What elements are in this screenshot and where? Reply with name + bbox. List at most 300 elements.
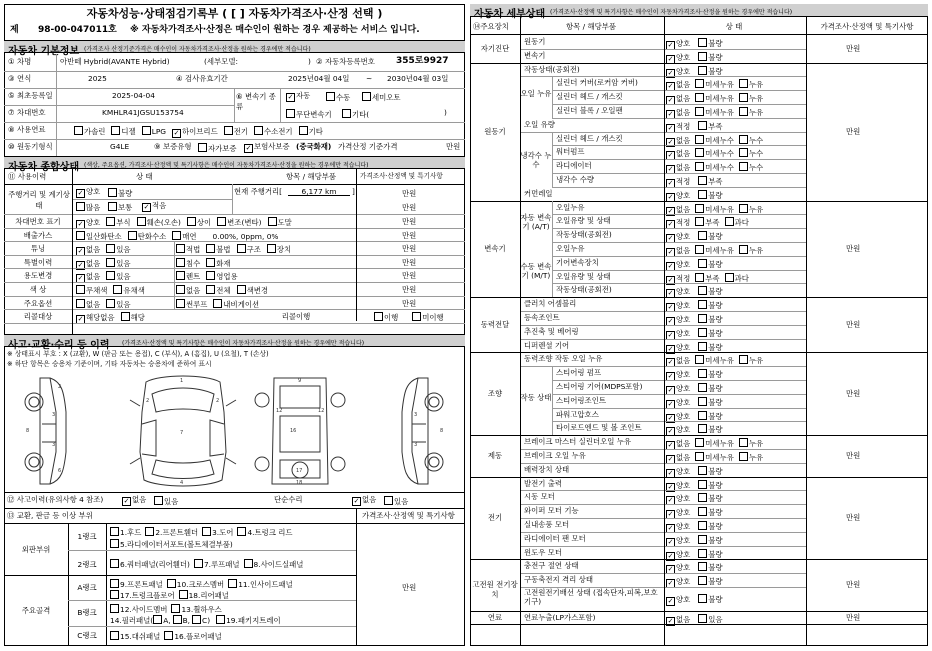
- detail-opt-4-1-0[interactable]: [666, 370, 690, 379]
- detail-opt-3-3-0[interactable]: [666, 343, 690, 352]
- use-change-opt-0-checkbox[interactable]: ✓: [77, 274, 84, 283]
- rankA-line2-1-checkbox[interactable]: [179, 590, 188, 599]
- detail-opt-4-4-1[interactable]: [698, 412, 722, 421]
- detail-opt-1-2-2-checkbox[interactable]: [739, 93, 748, 102]
- detail-opt-5-1-1-checkbox[interactable]: [695, 452, 704, 461]
- detail-opt-4-2-0-checkbox[interactable]: ✓: [667, 386, 674, 394]
- detail-opt-0-0-1[interactable]: [698, 39, 722, 48]
- vin-mark-opt-3[interactable]: [187, 218, 211, 227]
- mileage-ok-checkbox[interactable]: ✓: [77, 189, 84, 197]
- detail-opt-5-2-0[interactable]: [666, 467, 690, 476]
- rankB-package-tray[interactable]: [216, 616, 281, 625]
- detail-opt-6-3-0-checkbox[interactable]: ✓: [667, 524, 674, 532]
- detail-opt-4-2-0[interactable]: [666, 384, 690, 393]
- simple-repair-exists[interactable]: [384, 496, 408, 505]
- detail-opt-6-5-1-checkbox[interactable]: [698, 549, 707, 558]
- vin-mark-opt-4-checkbox[interactable]: [217, 217, 226, 226]
- detail-opt-3-3-0-checkbox[interactable]: ✓: [667, 344, 674, 353]
- detail-opt-3-1-1-checkbox[interactable]: [698, 314, 707, 323]
- detail-opt-5-1-2[interactable]: [739, 453, 763, 462]
- detail-opt-2-1-0-checkbox[interactable]: ✓: [667, 220, 674, 229]
- detail-opt-2-6-1-checkbox[interactable]: [698, 286, 707, 295]
- color-opt-1-checkbox[interactable]: [113, 285, 122, 294]
- rankB-line1-1-checkbox[interactable]: [171, 604, 180, 613]
- option-opt-1-checkbox[interactable]: [106, 299, 115, 308]
- detail-opt-1-1-0-checkbox[interactable]: ✓: [667, 82, 674, 91]
- detail-opt-2-5-1-checkbox[interactable]: [695, 273, 704, 282]
- mileage-few[interactable]: [142, 202, 166, 212]
- accident-none-checkbox[interactable]: ✓: [123, 497, 130, 505]
- rankC-line-1[interactable]: [164, 632, 221, 641]
- special-opt-1[interactable]: [106, 259, 130, 268]
- mileage-many[interactable]: [76, 202, 100, 211]
- detail-opt-1-3-2[interactable]: [739, 108, 763, 117]
- detail-opt-4-3-0-checkbox[interactable]: ✓: [667, 399, 674, 408]
- detail-opt-3-2-1[interactable]: [698, 329, 722, 338]
- color-opt-0[interactable]: [76, 286, 107, 295]
- detail-opt-6-2-1[interactable]: [698, 508, 722, 517]
- mileage-normal[interactable]: [108, 202, 132, 211]
- gear-manual[interactable]: [326, 92, 350, 101]
- detail-opt-4-2-1[interactable]: [698, 384, 722, 393]
- detail-opt-2-4-0[interactable]: [666, 260, 690, 269]
- vin-mark-opt-1[interactable]: [106, 218, 130, 227]
- gear-manual-checkbox[interactable]: [326, 92, 335, 101]
- rankB-line1-0-checkbox[interactable]: [110, 604, 119, 613]
- option-opt-3-checkbox[interactable]: [213, 299, 222, 308]
- rank2-line-1[interactable]: [194, 560, 240, 569]
- emission-opt-0-checkbox[interactable]: [76, 231, 85, 240]
- detail-opt-6-0-0[interactable]: [666, 481, 690, 490]
- detail-opt-6-0-1-checkbox[interactable]: [698, 480, 707, 489]
- color-opt-4-checkbox[interactable]: [237, 285, 246, 294]
- emission-opt-1-checkbox[interactable]: [128, 231, 137, 240]
- special-opt-2-checkbox[interactable]: [176, 258, 185, 267]
- detail-opt-4-0-2[interactable]: [739, 356, 763, 365]
- mileage-few-checkbox[interactable]: ✓: [143, 203, 150, 211]
- color-opt-0-checkbox[interactable]: [76, 285, 85, 294]
- detail-opt-2-4-1-checkbox[interactable]: [698, 259, 707, 268]
- detail-opt-6-0-0-checkbox[interactable]: ✓: [667, 482, 674, 491]
- detail-opt-1-9-1[interactable]: [698, 191, 722, 200]
- detail-opt-2-6-1[interactable]: [698, 287, 722, 296]
- detail-opt-4-0-0[interactable]: [666, 356, 690, 365]
- tuning-opt-3[interactable]: [206, 245, 230, 254]
- vin-mark-opt-4[interactable]: [217, 218, 261, 227]
- tuning-opt-4[interactable]: [237, 245, 261, 254]
- detail-opt-7-2-1-checkbox[interactable]: [698, 594, 707, 603]
- simple-repair-exists-checkbox[interactable]: [384, 496, 393, 505]
- option-opt-0[interactable]: [76, 300, 100, 309]
- fuel-option-1[interactable]: [111, 127, 135, 136]
- detail-opt-1-7-2[interactable]: [739, 163, 763, 172]
- vin-mark-opt-2[interactable]: [137, 218, 181, 227]
- detail-opt-2-0-1-checkbox[interactable]: [695, 204, 704, 213]
- detail-opt-1-5-2-checkbox[interactable]: [739, 135, 748, 144]
- detail-opt-1-6-2-checkbox[interactable]: [739, 148, 748, 157]
- detail-opt-1-3-0-checkbox[interactable]: ✓: [667, 110, 674, 118]
- detail-opt-7-1-0[interactable]: [666, 577, 690, 586]
- detail-opt-6-5-1[interactable]: [698, 550, 722, 559]
- detail-opt-0-1-1[interactable]: [698, 53, 722, 62]
- option-opt-2[interactable]: [176, 300, 207, 309]
- detail-opt-4-5-0[interactable]: [666, 425, 690, 434]
- detail-opt-0-0-0-checkbox[interactable]: ✓: [667, 41, 674, 49]
- detail-opt-1-3-1[interactable]: [695, 108, 734, 117]
- recall-opt-1-checkbox[interactable]: [121, 312, 130, 321]
- detail-opt-3-2-0[interactable]: [666, 329, 690, 338]
- detail-opt-2-5-0[interactable]: [666, 274, 690, 283]
- detail-opt-5-0-1[interactable]: [695, 439, 734, 448]
- tuning-opt-5[interactable]: [267, 245, 291, 254]
- detail-opt-7-0-1[interactable]: [698, 563, 722, 572]
- detail-opt-6-3-1-checkbox[interactable]: [698, 521, 707, 530]
- use-change-opt-1-checkbox[interactable]: [106, 271, 115, 280]
- rank2-line-1-checkbox[interactable]: [194, 559, 203, 568]
- fuel-option-5[interactable]: [254, 127, 293, 136]
- rankB-line1-0[interactable]: [110, 605, 167, 614]
- detail-opt-2-0-0[interactable]: [666, 205, 690, 214]
- accident-none[interactable]: [122, 496, 146, 506]
- detail-opt-2-5-2[interactable]: [725, 274, 749, 283]
- rankB-pillar-3[interactable]: [153, 616, 170, 625]
- detail-opt-1-4-0[interactable]: [666, 122, 690, 131]
- detail-opt-1-4-1[interactable]: [698, 122, 722, 131]
- detail-opt-6-5-0-checkbox[interactable]: ✓: [667, 551, 674, 560]
- detail-opt-2-3-1-checkbox[interactable]: [695, 245, 704, 254]
- rank1-line1-2-checkbox[interactable]: [202, 527, 211, 536]
- rankB-pillar-5-checkbox[interactable]: [192, 615, 201, 624]
- detail-opt-7-2-0-checkbox[interactable]: ✓: [667, 597, 674, 605]
- detail-opt-3-1-1[interactable]: [698, 315, 722, 324]
- detail-opt-5-1-0[interactable]: [666, 453, 690, 462]
- detail-opt-4-0-2-checkbox[interactable]: [739, 355, 748, 364]
- detail-opt-2-5-2-checkbox[interactable]: [725, 273, 734, 282]
- detail-opt-1-2-0[interactable]: [666, 94, 690, 103]
- detail-opt-1-2-1-checkbox[interactable]: [695, 93, 704, 102]
- mileage-many-checkbox[interactable]: [76, 202, 85, 211]
- special-opt-0[interactable]: [76, 259, 100, 268]
- detail-opt-2-1-2-checkbox[interactable]: [725, 217, 734, 226]
- rank1-line1-3[interactable]: [237, 528, 292, 537]
- detail-opt-1-0-0-checkbox[interactable]: ✓: [667, 68, 674, 77]
- gear-cvt-checkbox[interactable]: [286, 109, 295, 118]
- warranty-self-checkbox[interactable]: [198, 143, 207, 152]
- recall-done-opt-0[interactable]: [374, 313, 398, 322]
- detail-opt-5-0-0[interactable]: [666, 439, 690, 448]
- detail-opt-5-0-2[interactable]: [739, 439, 763, 448]
- detail-opt-7-0-0[interactable]: [666, 563, 690, 572]
- rankB-pillar-3-checkbox[interactable]: [153, 615, 162, 624]
- detail-opt-2-0-2-checkbox[interactable]: [739, 204, 748, 213]
- detail-opt-5-1-0-checkbox[interactable]: ✓: [667, 455, 674, 463]
- rankB-line1-1[interactable]: [171, 605, 221, 614]
- detail-opt-1-7-0-checkbox[interactable]: ✓: [667, 165, 674, 174]
- recall-done-opt-1[interactable]: [412, 313, 443, 322]
- fuel-option-3[interactable]: [172, 127, 218, 136]
- detail-opt-2-1-0[interactable]: [666, 218, 690, 227]
- detail-opt-2-3-2[interactable]: [739, 246, 763, 255]
- detail-opt-7-0-0-checkbox[interactable]: ✓: [667, 565, 674, 574]
- rank1-line2-0-checkbox[interactable]: [110, 539, 119, 548]
- detail-opt-1-2-2[interactable]: [739, 94, 763, 103]
- detail-opt-6-2-0[interactable]: [666, 508, 690, 517]
- vin-mark-opt-2-checkbox[interactable]: [137, 217, 146, 226]
- detail-opt-3-2-0-checkbox[interactable]: ✓: [667, 330, 674, 339]
- detail-opt-1-7-2-checkbox[interactable]: [739, 162, 748, 171]
- mileage-ok[interactable]: [76, 188, 100, 198]
- detail-opt-7-0-1-checkbox[interactable]: [698, 562, 707, 571]
- detail-opt-2-2-1-checkbox[interactable]: [698, 231, 707, 240]
- special-opt-0-checkbox[interactable]: ✓: [77, 260, 84, 269]
- detail-opt-4-5-1-checkbox[interactable]: [698, 424, 707, 433]
- simple-repair-none[interactable]: [352, 496, 376, 506]
- use-change-opt-3-checkbox[interactable]: [206, 271, 215, 280]
- detail-opt-3-0-0[interactable]: [666, 301, 690, 310]
- use-change-opt-2[interactable]: [176, 272, 200, 281]
- detail-opt-5-0-0-checkbox[interactable]: ✓: [667, 441, 674, 450]
- detail-opt-5-1-2-checkbox[interactable]: [739, 452, 748, 461]
- rankB-pillar-5[interactable]: [192, 616, 210, 625]
- detail-opt-1-2-1[interactable]: [695, 94, 734, 103]
- detail-opt-2-0-2[interactable]: [739, 205, 763, 214]
- detail-opt-6-3-1[interactable]: [698, 522, 722, 531]
- rank1-line1-0[interactable]: [110, 528, 141, 537]
- detail-opt-1-2-0-checkbox[interactable]: ✓: [667, 96, 674, 105]
- color-opt-2[interactable]: [176, 286, 200, 295]
- detail-opt-2-2-1[interactable]: [698, 232, 722, 241]
- recall-opt-0[interactable]: [76, 313, 115, 322]
- recall-opt-0-checkbox[interactable]: ✓: [77, 315, 84, 324]
- use-change-opt-3[interactable]: [206, 272, 237, 281]
- detail-opt-7-2-1[interactable]: [698, 595, 722, 604]
- rank2-line-0-checkbox[interactable]: [110, 559, 119, 568]
- detail-opt-1-0-1[interactable]: [698, 67, 722, 76]
- emission-opt-2[interactable]: [172, 232, 196, 241]
- special-opt-1-checkbox[interactable]: [106, 258, 115, 267]
- rank1-line1-1[interactable]: [145, 528, 198, 537]
- detail-opt-1-3-0[interactable]: [666, 108, 690, 117]
- warranty-self[interactable]: [198, 143, 237, 152]
- detail-opt-6-2-0-checkbox[interactable]: ✓: [667, 510, 674, 519]
- detail-opt-2-4-1[interactable]: [698, 260, 722, 269]
- special-opt-2[interactable]: [176, 259, 200, 268]
- rank1-line2-0[interactable]: [110, 540, 233, 549]
- detail-opt-4-4-0-checkbox[interactable]: ✓: [667, 413, 674, 422]
- recall-done-opt-0-checkbox[interactable]: [374, 312, 383, 321]
- rankC-line-0[interactable]: [110, 632, 160, 641]
- detail-opt-4-5-1[interactable]: [698, 425, 722, 434]
- detail-opt-1-1-2[interactable]: [739, 80, 763, 89]
- detail-opt-2-5-0-checkbox[interactable]: ✓: [667, 275, 674, 284]
- vin-mark-opt-5[interactable]: [268, 218, 292, 227]
- detail-opt-6-1-0[interactable]: [666, 494, 690, 503]
- detail-opt-1-5-1-checkbox[interactable]: [695, 135, 704, 144]
- fuel-option-2-checkbox[interactable]: [142, 126, 151, 135]
- rankA-line1-1-checkbox[interactable]: [167, 579, 176, 588]
- detail-opt-5-0-2-checkbox[interactable]: [739, 438, 748, 447]
- warranty-insurance[interactable]: [244, 143, 290, 153]
- fuel-option-0-checkbox[interactable]: [74, 126, 83, 135]
- detail-opt-2-1-1[interactable]: [695, 218, 719, 227]
- detail-opt-2-6-0[interactable]: [666, 287, 690, 296]
- detail-opt-2-0-1[interactable]: [695, 205, 734, 214]
- vin-mark-opt-0[interactable]: [76, 218, 100, 227]
- detail-opt-1-3-1-checkbox[interactable]: [695, 107, 704, 116]
- detail-opt-6-0-1[interactable]: [698, 481, 722, 490]
- detail-opt-8-0-1-checkbox[interactable]: [698, 614, 707, 623]
- color-opt-3-checkbox[interactable]: [206, 285, 215, 294]
- detail-opt-1-8-1[interactable]: [698, 177, 722, 186]
- detail-opt-2-0-0-checkbox[interactable]: ✓: [667, 206, 674, 215]
- detail-opt-0-0-0[interactable]: [666, 39, 690, 48]
- detail-opt-4-1-1[interactable]: [698, 370, 722, 379]
- color-opt-3[interactable]: [206, 286, 230, 295]
- detail-opt-1-6-1[interactable]: [695, 149, 734, 158]
- detail-opt-0-1-0[interactable]: [666, 53, 690, 62]
- detail-opt-1-7-0[interactable]: [666, 163, 690, 172]
- detail-opt-4-3-1-checkbox[interactable]: [698, 397, 707, 406]
- rankA-line1-0[interactable]: [110, 580, 163, 589]
- gear-auto-checkbox[interactable]: ✓: [287, 93, 294, 101]
- option-opt-0-checkbox[interactable]: [76, 299, 85, 308]
- fuel-option-2[interactable]: [142, 127, 166, 136]
- tuning-opt-5-checkbox[interactable]: [267, 244, 276, 253]
- detail-opt-3-2-1-checkbox[interactable]: [698, 328, 707, 337]
- detail-opt-1-7-1-checkbox[interactable]: [695, 162, 704, 171]
- detail-opt-1-1-1-checkbox[interactable]: [695, 79, 704, 88]
- detail-opt-6-4-1-checkbox[interactable]: [698, 535, 707, 544]
- detail-opt-2-5-1[interactable]: [695, 274, 719, 283]
- detail-opt-1-6-1-checkbox[interactable]: [695, 148, 704, 157]
- mileage-bad-checkbox[interactable]: [108, 188, 117, 197]
- detail-opt-3-3-1[interactable]: [698, 343, 722, 352]
- rankC-line-0-checkbox[interactable]: [110, 631, 119, 640]
- color-opt-2-checkbox[interactable]: [176, 285, 185, 294]
- detail-opt-4-4-0[interactable]: [666, 412, 690, 421]
- detail-opt-4-1-1-checkbox[interactable]: [698, 369, 707, 378]
- detail-opt-4-3-1[interactable]: [698, 398, 722, 407]
- detail-opt-1-1-0[interactable]: [666, 80, 690, 89]
- detail-opt-5-0-1-checkbox[interactable]: [695, 438, 704, 447]
- detail-opt-2-6-0-checkbox[interactable]: ✓: [667, 289, 674, 298]
- gear-cvt[interactable]: [286, 109, 332, 118]
- fuel-option-4-checkbox[interactable]: [224, 126, 233, 135]
- detail-opt-2-3-0[interactable]: [666, 246, 690, 255]
- detail-opt-3-3-1-checkbox[interactable]: [698, 342, 707, 351]
- use-change-opt-2-checkbox[interactable]: [176, 271, 185, 280]
- rank1-line1-0-checkbox[interactable]: [110, 527, 119, 536]
- option-opt-1[interactable]: [106, 300, 130, 309]
- detail-opt-1-0-1-checkbox[interactable]: [698, 66, 707, 75]
- recall-opt-1[interactable]: [121, 313, 145, 322]
- warranty-insurance-checkbox[interactable]: ✓: [245, 144, 252, 152]
- detail-opt-7-1-1-checkbox[interactable]: [698, 576, 707, 585]
- tuning-opt-0-checkbox[interactable]: ✓: [77, 247, 84, 256]
- detail-opt-2-3-0-checkbox[interactable]: ✓: [667, 248, 674, 256]
- detail-opt-1-3-2-checkbox[interactable]: [739, 107, 748, 116]
- detail-opt-6-2-1-checkbox[interactable]: [698, 507, 707, 516]
- detail-opt-6-1-0-checkbox[interactable]: ✓: [667, 496, 674, 505]
- fuel-option-6[interactable]: [299, 127, 323, 136]
- detail-opt-4-5-0-checkbox[interactable]: ✓: [667, 427, 674, 436]
- tuning-opt-3-checkbox[interactable]: [206, 244, 215, 253]
- special-opt-3[interactable]: [206, 259, 230, 268]
- rankB-pillar-4[interactable]: [173, 616, 190, 625]
- color-opt-1[interactable]: [113, 286, 144, 295]
- detail-opt-3-1-0[interactable]: [666, 315, 690, 324]
- detail-opt-1-8-0-checkbox[interactable]: ✓: [667, 179, 674, 187]
- detail-opt-1-8-1-checkbox[interactable]: [698, 176, 707, 185]
- detail-opt-4-0-0-checkbox[interactable]: ✓: [667, 358, 674, 367]
- detail-opt-7-1-0-checkbox[interactable]: ✓: [667, 579, 674, 588]
- gear-etc-checkbox[interactable]: [342, 109, 351, 118]
- detail-opt-0-1-1-checkbox[interactable]: [698, 52, 707, 61]
- use-change-opt-1[interactable]: [106, 272, 130, 281]
- gear-etc[interactable]: [342, 109, 369, 118]
- color-opt-4[interactable]: [237, 286, 268, 295]
- option-opt-2-checkbox[interactable]: [176, 299, 185, 308]
- rankA-line2-1[interactable]: [179, 591, 229, 600]
- detail-opt-2-3-2-checkbox[interactable]: [739, 245, 748, 254]
- detail-opt-1-6-0-checkbox[interactable]: ✓: [667, 151, 674, 160]
- detail-opt-6-1-1-checkbox[interactable]: [698, 493, 707, 502]
- detail-opt-1-9-0[interactable]: [666, 191, 690, 200]
- special-opt-3-checkbox[interactable]: [206, 258, 215, 267]
- detail-opt-8-0-1[interactable]: [698, 615, 722, 624]
- accident-exists[interactable]: [154, 496, 178, 505]
- detail-opt-1-1-1[interactable]: [695, 80, 734, 89]
- rank1-line1-2[interactable]: [202, 528, 233, 537]
- detail-opt-5-1-1[interactable]: [695, 453, 734, 462]
- detail-opt-6-5-0[interactable]: [666, 550, 690, 559]
- option-opt-3[interactable]: [213, 300, 259, 309]
- gear-semi[interactable]: [362, 92, 401, 101]
- vin-mark-opt-3-checkbox[interactable]: [187, 217, 196, 226]
- vin-mark-opt-5-checkbox[interactable]: [268, 217, 277, 226]
- detail-opt-1-6-0[interactable]: [666, 149, 690, 158]
- detail-opt-6-4-0[interactable]: [666, 536, 690, 545]
- rankA-line1-1[interactable]: [167, 580, 224, 589]
- detail-opt-2-4-0-checkbox[interactable]: ✓: [667, 261, 674, 270]
- detail-opt-2-2-0[interactable]: [666, 232, 690, 241]
- detail-opt-1-4-0-checkbox[interactable]: ✓: [667, 123, 674, 132]
- fuel-option-0[interactable]: [74, 127, 105, 136]
- mileage-bad[interactable]: [108, 188, 132, 197]
- detail-opt-5-2-1-checkbox[interactable]: [698, 466, 707, 475]
- detail-opt-1-6-2[interactable]: [739, 149, 763, 158]
- rankA-line1-0-checkbox[interactable]: [110, 579, 119, 588]
- detail-opt-1-7-1[interactable]: [695, 163, 734, 172]
- emission-opt-0[interactable]: [76, 232, 122, 241]
- tuning-opt-0[interactable]: [76, 245, 100, 254]
- detail-opt-2-2-0-checkbox[interactable]: ✓: [667, 234, 674, 243]
- mileage-normal-checkbox[interactable]: [108, 202, 117, 211]
- vin-mark-opt-1-checkbox[interactable]: [106, 217, 115, 226]
- detail-opt-6-3-0[interactable]: [666, 522, 690, 531]
- tuning-opt-2[interactable]: [176, 245, 200, 254]
- rankA-line2-0[interactable]: [110, 591, 175, 600]
- detail-opt-3-0-0-checkbox[interactable]: ✓: [667, 303, 674, 312]
- detail-opt-0-0-1-checkbox[interactable]: [698, 38, 707, 47]
- rankB-pillar-4-checkbox[interactable]: [173, 615, 182, 624]
- detail-opt-1-5-2[interactable]: [739, 136, 763, 145]
- rank2-line-2-checkbox[interactable]: [244, 559, 253, 568]
- detail-opt-5-2-1[interactable]: [698, 467, 722, 476]
- detail-opt-5-2-0-checkbox[interactable]: ✓: [667, 468, 674, 477]
- fuel-option-6-checkbox[interactable]: [299, 126, 308, 135]
- fuel-option-3-checkbox[interactable]: ✓: [173, 129, 180, 137]
